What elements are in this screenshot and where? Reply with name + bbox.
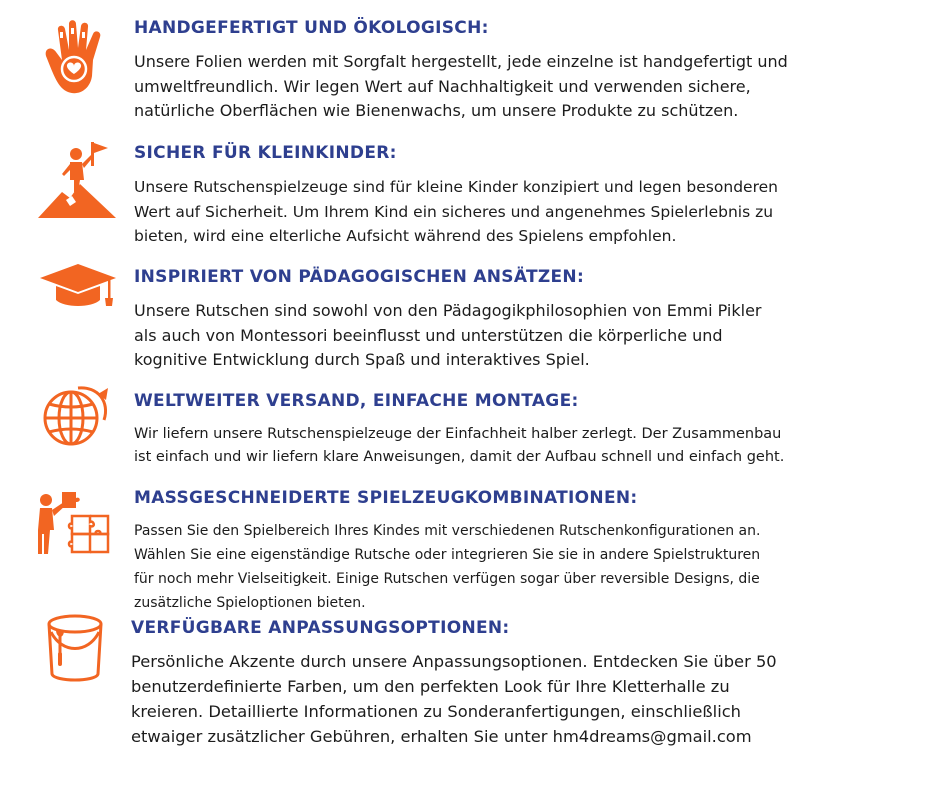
graduation-cap-icon [36, 262, 120, 312]
section-text-shipping [134, 423, 784, 469]
section-heading-safety: SICHER FÜR KLEINKINDER: [134, 143, 397, 163]
text-line: Wählen Sie eine eigenständige Rutsche oder integrieren Sie sie in andere Spielstrukturen [134, 547, 761, 563]
text-line: bieten, wird eine elterliche Aufsicht während des Spielens empfohlen. [134, 227, 677, 245]
section-text-handmade [134, 50, 788, 124]
text-line: Persönliche Akzente durch unsere Anpassungsoptionen. Entdecken Sie über 50 [131, 652, 777, 671]
text-line: kognitive Entwicklung durch Spaß und interaktives Spiel. [134, 350, 590, 369]
mountain-flag-person-icon [36, 140, 120, 222]
text-line: zusätzliche Spieloptionen bieten. [134, 595, 366, 611]
hand-heart-icon [36, 14, 120, 98]
text-line: kreieren. Detaillierte Informationen zu Sonderanfertigungen, einschließlich [131, 702, 741, 721]
section-text-combinations [134, 519, 760, 615]
person-puzzle-icon [36, 490, 120, 556]
text-line: etwaiger zusätzlicher Gebühren, erhalten Sie unter hm4dreams@gmail.com [131, 727, 752, 746]
globe-arrow-icon [38, 382, 112, 452]
section-text-pedagogy [134, 299, 761, 373]
text-line: Unsere Rutschen sind sowohl von den Pädagogikphilosophien von Emmi Pikler [134, 301, 762, 320]
text-line: für noch mehr Vielseitigkeit. Einige Rutschen verfügen sogar über reversible Designs, die [134, 571, 760, 587]
text-line: natürliche Oberflächen wie Bienenwachs, um unsere Produkte zu schützen. [134, 101, 739, 120]
paint-bucket-icon [42, 612, 108, 684]
section-heading-handmade: HANDGEFERTIGT UND ÖKOLOGISCH: [134, 18, 489, 38]
section-text-customization [131, 649, 777, 749]
section-heading-shipping: WELTWEITER VERSAND, EINFACHE MONTAGE: [134, 391, 579, 411]
section-heading-pedagogy: INSPIRIERT VON PÄDAGOGISCHEN ANSÄTZEN: [134, 267, 585, 287]
text-line: Unsere Rutschenspielzeuge sind für kleine Kinder konzipiert und legen besonderen [134, 178, 778, 196]
section-heading-customization: VERFÜGBARE ANPASSUNGSOPTIONEN: [131, 618, 510, 638]
text-line: benutzerdefinierte Farben, um den perfekten Look für Ihre Kletterhalle zu [131, 677, 730, 696]
text-line: Wir liefern unsere Rutschenspielzeuge der Einfachheit halber zerlegt. Der Zusammenbau [134, 426, 782, 442]
text-line: Passen Sie den Spielbereich Ihres Kindes mit verschiedenen Rutschenkonfigurationen an. [134, 523, 761, 539]
text-line: Wert auf Sicherheit. Um Ihrem Kind ein sicheres und angenehmes Spielerlebnis zu [134, 202, 774, 221]
text-line: umweltfreundlich. Wir legen Wert auf Nachhaltigkeit und verwenden sichere, [134, 76, 751, 96]
text-line: Unsere Folien werden mit Sorgfalt hergestellt, jede einzelne ist handgefertigt und [134, 52, 788, 71]
section-text-safety [134, 175, 778, 249]
text-line: ist einfach und wir liefern klare Anweisungen, damit der Aufbau schnell und einfach geht. [134, 449, 785, 465]
section-heading-combinations: MASSGESCHNEIDERTE SPIELZEUGKOMBINATIONEN: [134, 488, 638, 508]
text-line: als auch von Montessori beeinflusst und unterstützen die körperliche und [134, 325, 723, 345]
